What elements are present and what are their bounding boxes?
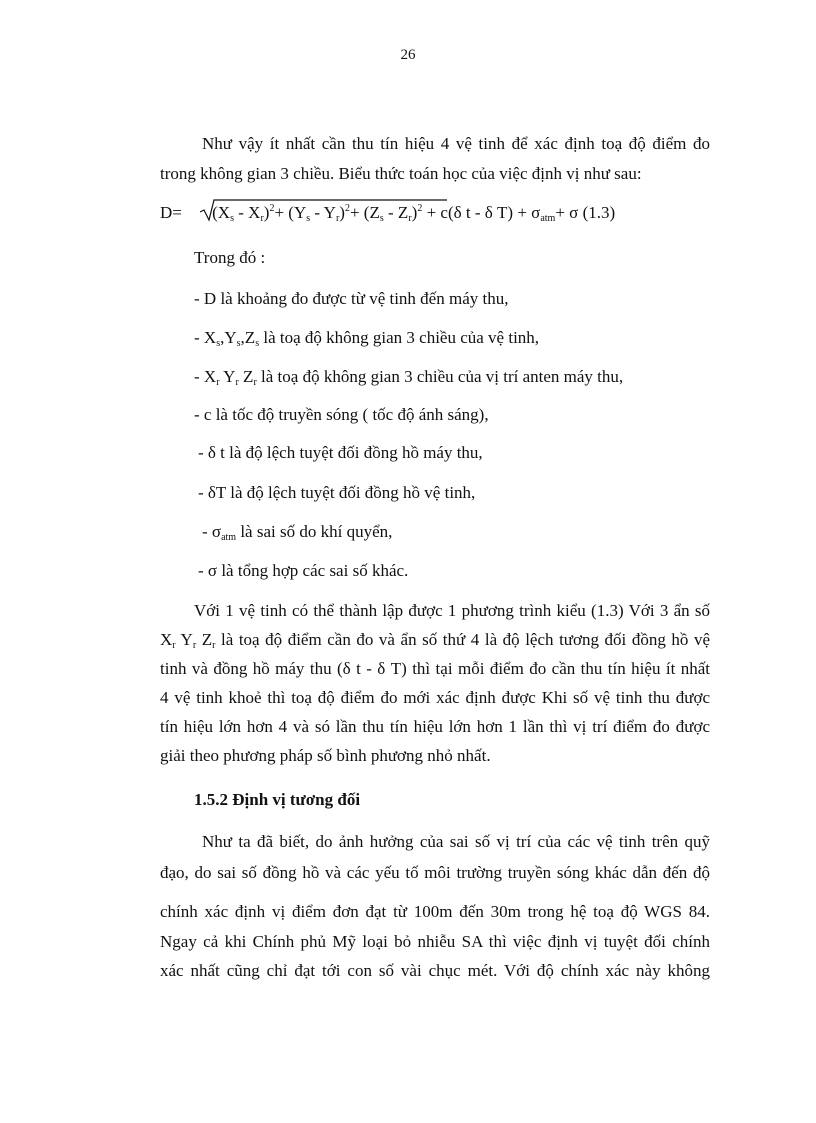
para3-line-5: xác nhất cũng chỉ đạt tới con số vài chục mét. Với độ chính xác này không (160, 961, 710, 980)
para-text: Z (196, 630, 213, 649)
para3-line-1: Như ta đã biết, do ảnh hưởng của sai số vị trí của các vệ tinh trên quỹ (202, 832, 710, 851)
para2-line-6: giải theo phương pháp số bình phương nhỏ nhất. (160, 746, 491, 765)
intro-line-1: Như vậy ít nhất cần thu tín hiệu 4 vệ tinh để xác định toạ độ điểm đo (202, 134, 710, 153)
definition-item: - σ là tổng hợp các sai số khác. (198, 561, 409, 580)
para2-line-1: Với 1 vệ tinh có thể thành lập được 1 phương trình kiểu (1.3) Với 3 ẩn số (194, 601, 710, 620)
formula-sup: 2 (269, 203, 275, 214)
para-text: Y (175, 630, 193, 649)
definition-item: - δ t là độ lệch tuyệt đối đồng hồ máy thu, (198, 443, 483, 462)
formula-part: ) (339, 203, 345, 222)
para3-line-3: chính xác định vị điểm đơn đạt từ 100m đến 30m trong hệ toạ độ WGS 84. (160, 902, 710, 921)
formula-part: ) (263, 203, 270, 222)
formula-sup: 2 (417, 203, 423, 214)
para-sub: r (212, 640, 216, 651)
def-sub: s (255, 338, 260, 349)
def-text: Y (219, 367, 236, 386)
formula-sub: s (306, 213, 311, 224)
formula-part: - X (233, 203, 261, 222)
where-label: Trong đó : (194, 248, 266, 267)
definition-item (202, 522, 392, 543)
formula-part: (X (207, 203, 231, 222)
def-text: - σ (202, 522, 222, 541)
def-sub: atm (221, 532, 237, 543)
formula-part: + (Y (274, 203, 307, 222)
def-sub: s (236, 338, 241, 349)
formula-part: + c(δ t - δ T) + σ (422, 203, 541, 222)
definition-item: - D là khoảng đo được từ vệ tinh đến máy thu, (194, 289, 509, 308)
para2-line-4: 4 vệ tinh khoẻ thì toạ độ điểm đo mới xác định được Khi số vệ tinh thu được (160, 688, 710, 707)
def-text: là sai số do khí quyển, (236, 522, 393, 541)
def-sub: r (235, 377, 239, 388)
para2-line-5: tín hiệu lớn hơn 4 và só lần thu tín hiệu lớn hơn 1 lần thì vị trí điểm đo được (160, 717, 710, 736)
para-text: là toạ độ điểm cần đo và ẩn số thứ 4 là độ lệch tương đối đồng hồ vệ (215, 630, 710, 649)
formula-part: - Z (383, 203, 409, 222)
def-sub: r (253, 377, 257, 388)
formula (160, 203, 615, 224)
para3-line-4: Ngay cả khi Chính phủ Mỹ loại bỏ nhiễu SA thì việc định vị tuyệt đối chính (160, 932, 710, 951)
formula-sub: r (260, 213, 264, 224)
def-text: ,Z (240, 328, 256, 347)
def-sub: r (216, 377, 220, 388)
def-text: - X (194, 367, 217, 386)
formula-sub: atm (540, 213, 556, 224)
def-text: là toạ độ không gian 3 chiều của vệ tinh, (259, 328, 540, 347)
def-sub: s (216, 338, 221, 349)
definition-item (194, 328, 539, 349)
para-sub: r (192, 640, 197, 651)
def-text: là toạ độ không gian 3 chiều của vị trí anten máy thu, (256, 367, 624, 386)
formula-lhs: D= (160, 203, 182, 222)
para3-line-2: đạo, do sai số đồng hồ và các yếu tố môi trường truyền sóng khác dẫn đến độ (160, 863, 710, 882)
formula-part: ) (411, 203, 418, 222)
formula-part: + σ (1.3) (555, 203, 616, 222)
def-text: Z (238, 367, 254, 386)
def-text: ,Y (220, 328, 237, 347)
intro-line-2: trong không gian 3 chiều. Biểu thức toán học của việc định vị như sau: (160, 164, 642, 183)
section-heading: 1.5.2 Định vị tương đối (194, 790, 361, 809)
formula-part: + (Z (349, 203, 380, 222)
formula-sub: s (230, 213, 234, 224)
formula-part: - Y (310, 203, 336, 222)
para-sub: r (172, 640, 176, 651)
formula-sup: 2 (344, 203, 350, 214)
formula-sub: r (335, 213, 340, 224)
def-text: - X (194, 328, 217, 347)
definition-item: - δT là độ lệch tuyệt đối đồng hồ vệ tinh, (198, 483, 476, 502)
formula-sub: s (379, 213, 384, 224)
page-number: 26 (400, 47, 416, 63)
formula-sub: r (408, 213, 412, 224)
definition-item (194, 367, 623, 388)
definition-item: - c là tốc độ truyền sóng ( tốc độ ánh sáng), (194, 405, 489, 424)
para-text: X (160, 630, 173, 649)
para2-line-3: tinh và đồng hồ máy thu (δ t - δ T) thì tại mỗi điểm đo cần thu tín hiệu ít nhất (160, 659, 710, 678)
